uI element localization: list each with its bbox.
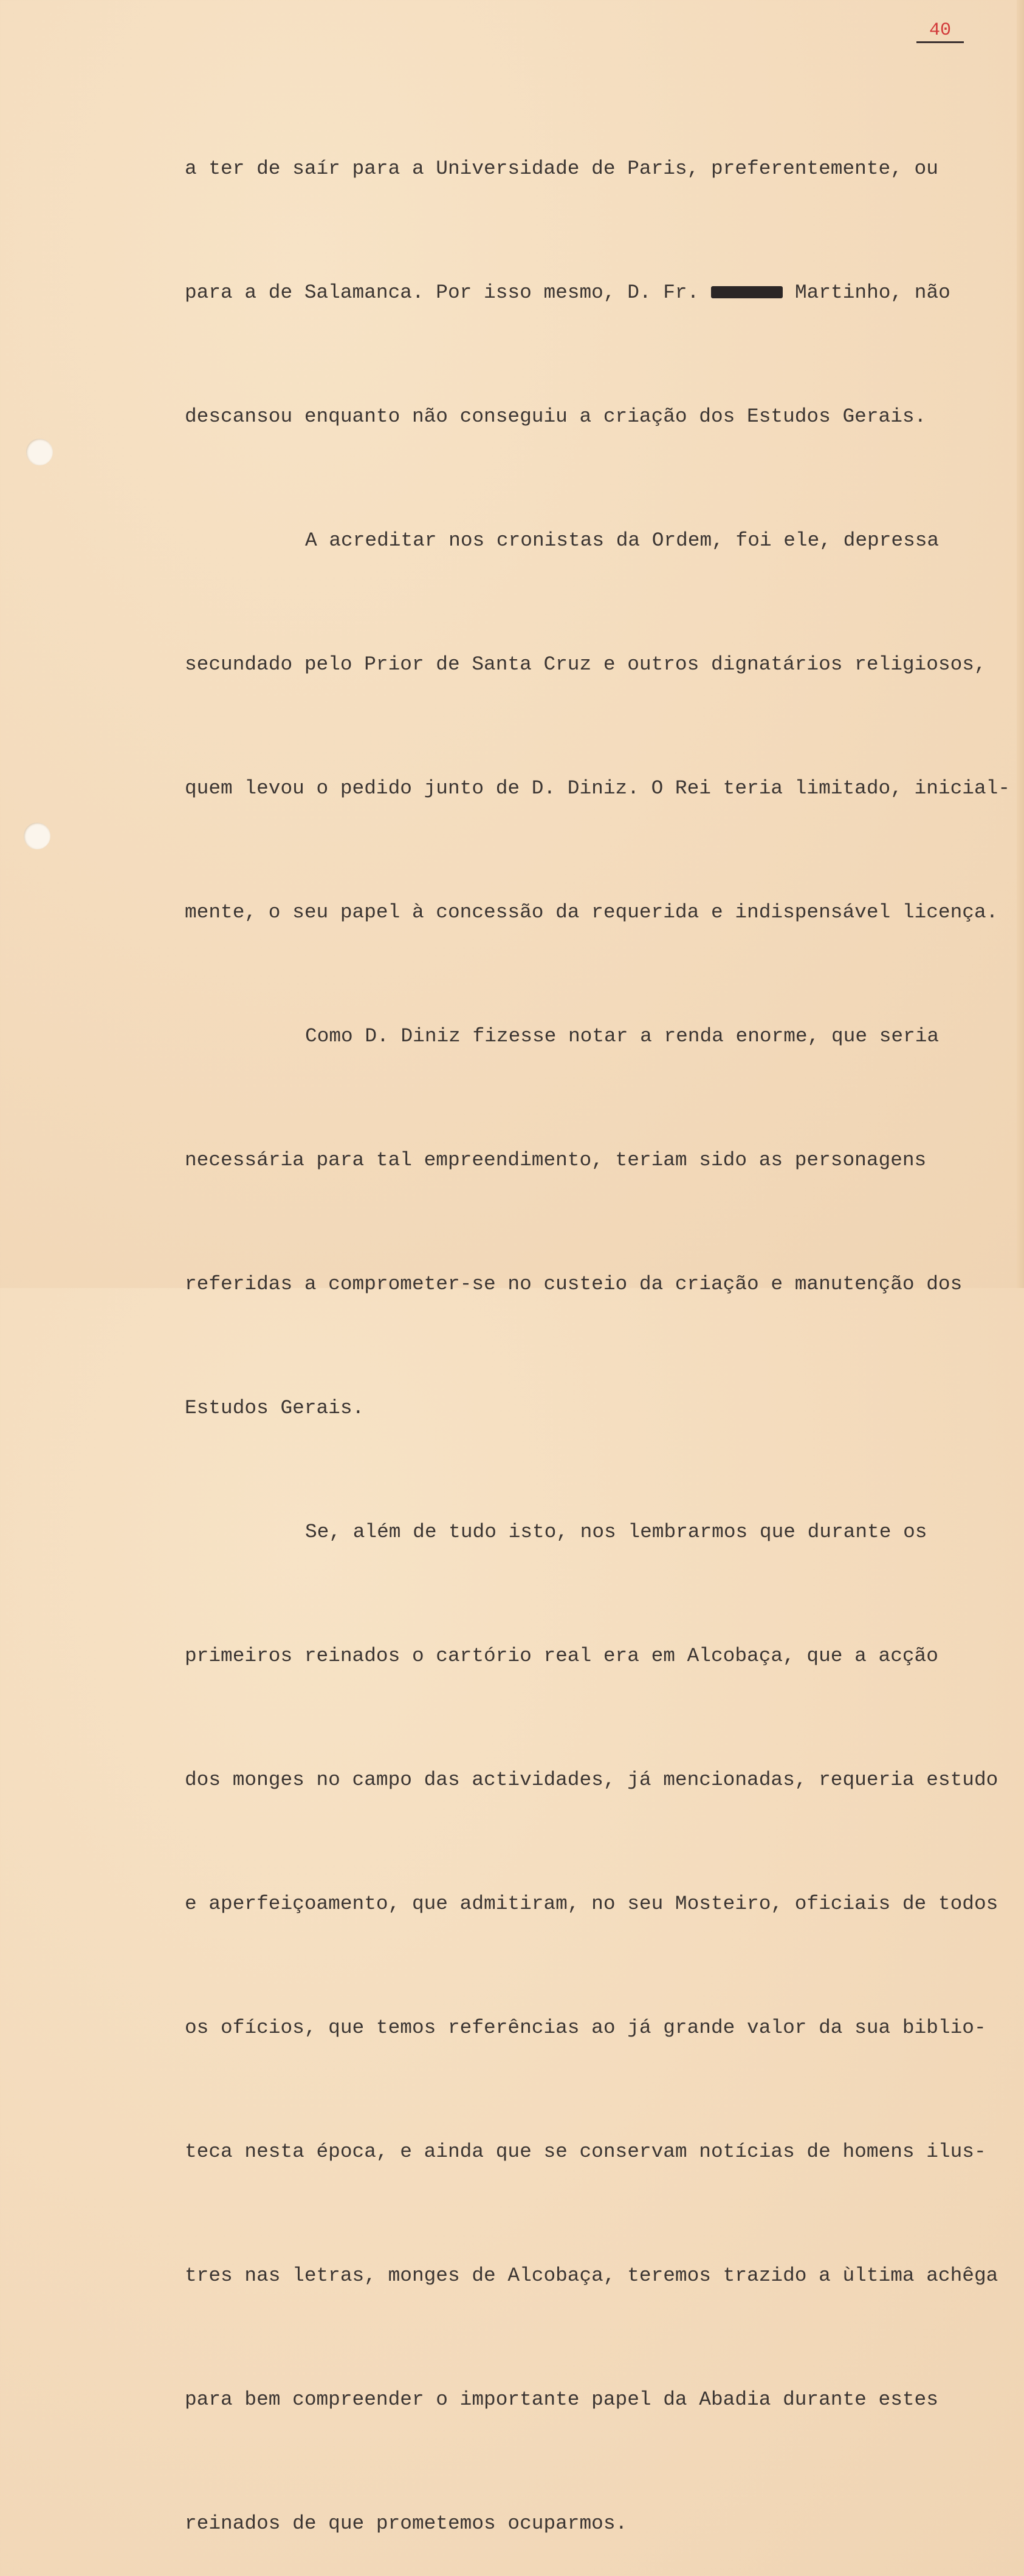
text-line: e aperfeiçoamento, que admitiram, no seu Mosteiro, oficiais de todos [185, 1893, 998, 1915]
text-line: Como D. Diniz fizesse notar a renda enorme, que seria [305, 1025, 940, 1047]
text-line: a ter de saír para a Universidade de Paris, preferentemente, ou [185, 157, 938, 180]
text-line: necessária para tal empreendimento, teriam sido as personagens [185, 1149, 927, 1171]
text-line: reinados de que prometemos ocuparmos. [185, 2512, 628, 2535]
text-segment: para a de Salamanca. Por isso mesmo, D. Fr. [185, 281, 711, 304]
text-line: primeiros reinados o cartório real era em Alcobaça, que a acção [185, 1645, 938, 1667]
text-line: Estudos Gerais. [185, 1397, 365, 1419]
punch-hole [24, 823, 50, 849]
text-line: descansou enquanto não conseguiu a criação dos Estudos Gerais. [185, 405, 927, 428]
struck-out-word [711, 286, 783, 298]
text-line: secundado pelo Prior de Santa Cruz e outros dignatários religiosos, [185, 653, 986, 676]
text-line: A acreditar nos cronistas da Ordem, foi ele, depressa [305, 529, 940, 552]
paper-edge [1017, 0, 1024, 1288]
text-line: para bem compreender o importante papel da Abadia durante estes [185, 2388, 938, 2411]
text-line: dos monges no campo das actividades, já mencionadas, requeria estudo [185, 1769, 998, 1791]
body-text [185, 66, 1010, 2576]
punch-hole [26, 439, 53, 465]
text-line: os ofícios, que temos referências ao já grande valor da sua biblio- [185, 2016, 986, 2039]
text-line: teca nesta época, e ainda que se conservam notícias de homens ilus- [185, 2140, 986, 2163]
text-line: Se, além de tudo isto, nos lembrarmos que durante os [305, 1521, 927, 1543]
text-line: mente, o seu papel à concessão da requerida e indispensável licença. [185, 901, 998, 923]
page-number: 40 [916, 19, 964, 43]
text-line [185, 272, 1010, 313]
text-segment: Martinho, não [794, 281, 950, 304]
text-line: tres nas letras, monges de Alcobaça, teremos trazido a ùltima achêga [185, 2264, 998, 2287]
text-line: referidas a comprometer-se no custeio da criação e manutenção dos [185, 1273, 963, 1295]
text-line: quem levou o pedido junto de D. Diniz. O Rei teria limitado, inicial- [185, 777, 1011, 800]
